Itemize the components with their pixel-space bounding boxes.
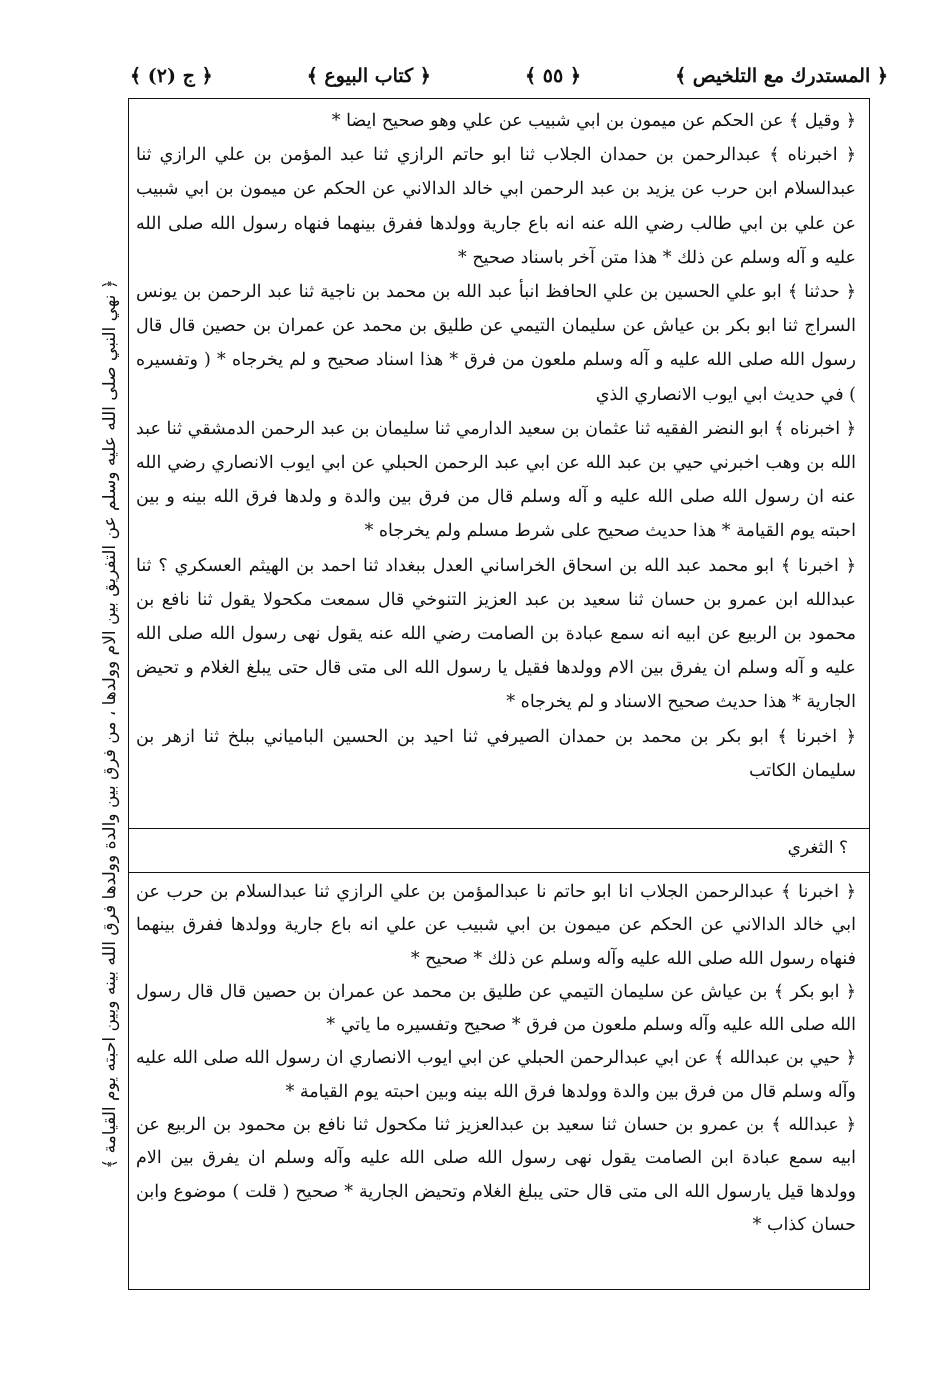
paragraph: ﴿ اخبرناه ﴾ عبدالرحمن بن حمدان الجلاب ثنا ابو حاتم الرازي ثنا عبد المؤمن بن علي الرازي ثنا عبدالسلام ابن حرب عن يزيد بن عبد الرحمن ابي خالد الدالاني عن الحكم عن ميمون بن ابي شبيب عن علي بن ابي طالب رضي الله عنه انه باع جارية وولدها ففرق بينهما فنهاه رسول الله صلى الله عليه و آله وسلم عن ذلك * هذا متن آخر باسناد صحيح * — [136, 145, 856, 268]
paragraph: ﴿ عبدالله ﴾ بن عمرو بن حسان ثنا سعيد بن عبدالعزيز ثنا مكحول ثنا نافع بن محمود بن الربيع عن ابيه سمع عبادة ابن الصامت يقول نهى رسول الله صلى الله عليه وآله وسلم ان يفرق بين الام وولدها قيل يارسول الله الى متى قال حتى يبلغ الغلام وتحيض الجارية * صحيح ( قلت ) موضوع وابن حسان كذاب * — [136, 1115, 856, 1235]
paragraph: ﴿ اخبرنا ﴾ عبدالرحمن الجلاب انا ابو حاتم نا عبدالمؤمن بن علي الرازي ثنا عبدالسلام بن حرب عن ابي خالد الدالاني عن الحكم عن ميمون بن ابي شبيب عن علي انه باع جارية وولدها ففرق بينهما فنهاه رسول الله صلى الله عليه وآله وسلم عن ذلك * صحيح * — [136, 882, 856, 969]
talkhis-text — [136, 876, 856, 1242]
paragraph: ﴿ ابو بكر ﴾ بن عياش عن سليمان التيمي عن طليق بن محمد عن عمران بن حصين قال قال رسول الله صلى الله عليه وآله وسلم ملعون من فرق * صحيح وتفسيره ما ياتي * — [136, 981, 856, 1036]
main-text — [136, 104, 856, 788]
header-volume: ﴿ ج (٢) ﴾ — [130, 65, 213, 87]
paragraph: ﴿ اخبرنا ﴾ ابو محمد عبد الله بن اسحاق الخراساني العدل ببغداد ثنا احمد بن الهيثم العسكري ؟ ثنا عبدالله ابن عمرو بن حسان ثنا سعيد بن عبد العزيز التنوخي قال سمعت مكحولا يقول ثنا نافع بن محمود بن الربيع عن ابيه انه سمع عبادة بن الصامت رضي الله عنه يقول نهى رسول الله صلى الله عليه و آله وسلم ان يفرق بين الام وولدها فقيل يا رسول الله الى متى قال حتى يبلغ الغلام و تحيض الجارية * هذا حديث صحيح الاسناد و لم يخرجاه * — [136, 555, 856, 713]
footnote: ؟ الثغري — [787, 838, 848, 858]
paragraph: ﴿ حيي بن عبدالله ﴾ عن ابي عبدالرحمن الحبلي عن ابي ايوب الانصاري ان رسول الله صلى الله عليه وآله وسلم قال من فرق بين والدة وولدها فرق الله بينه وبين احبته يوم القيامة * — [136, 1048, 856, 1102]
paragraph: ﴿ اخبرنا ﴾ ابو بكر بن محمد بن حمدان الصيرفي ثنا احيد بن الحسين البامياني ببلخ ثنا ازهر بن سليمان الكاتب — [136, 726, 856, 781]
divider — [128, 872, 870, 873]
margin-note: ﴿ نهي النبي صلى الله عليه وسلم عن التفريق بين الام وولدها ، من فرق بين والدة وولدها فرق الله بينه وبين احبته يوم القيامة ﴾ — [100, 279, 120, 1169]
header-chapter-title: ﴿ كتاب البيوع ﴾ — [306, 65, 431, 87]
paragraph: ﴿ وقيل ﴾ عن الحكم عن ميمون بن ابي شبيب عن علي وهو صحيح ايضا * — [331, 111, 856, 131]
paragraph: ﴿ حدثنا ﴾ ابو علي الحسين بن علي الحافظ انبأ عبد الله بن محمد بن ناجية ثنا عبد الرحمن بن يونس السراج ثنا ابو بكر بن عياش عن سليمان التيمي عن طليق بن محمد عن عمران بن حصين قال قال رسول الله صلى الله عليه و آله وسلم ملعون من فرق * هذا اسناد صحيح و لم يخرجاه * ( وتفسيره ) في حديث ابي ايوب الانصاري الذي — [136, 282, 856, 405]
header-book-title: ﴿ المستدرك مع التلخيص ﴾ — [675, 65, 888, 87]
divider — [128, 828, 870, 829]
running-header — [130, 58, 888, 94]
header-page-number: ﴿ ٥٥ ﴾ — [525, 65, 581, 87]
paragraph: ﴿ اخبرناه ﴾ ابو النضر الفقيه ثنا عثمان بن سعيد الدارمي ثنا سليمان بن عبد الرحمن الدمشقي ثنا عبد الله بن وهب اخبرني حيي بن عبد الله عن ابي عبد الرحمن الحبلي عن ابي ايوب الانصاري رضي الله عنه ان رسول الله صلى الله عليه و آله وسلم قال من فرق بين والدة و ولدها فرق الله بينه و بين احبته يوم القيامة * هذا حديث صحيح على شرط مسلم ولم يخرجاه * — [136, 418, 856, 542]
